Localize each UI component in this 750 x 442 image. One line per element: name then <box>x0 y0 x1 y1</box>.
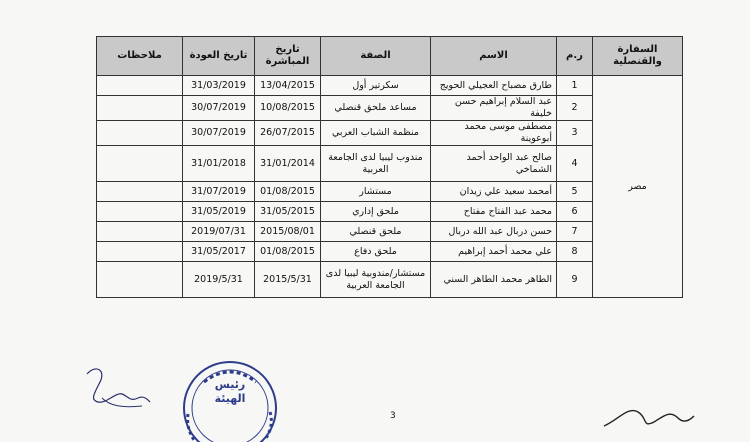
row-position: مساعد ملحق قنصلي <box>321 96 431 121</box>
row-num: 6 <box>557 202 593 222</box>
row-num: 7 <box>557 222 593 242</box>
table-header-row <box>97 37 683 76</box>
row-name: صالح عبد الواحد أحمد الشماخي <box>431 146 557 182</box>
row-return-date: 2019/07/31 <box>183 222 255 242</box>
row-start-date: 31/01/2014 <box>255 146 321 182</box>
row-num: 4 <box>557 146 593 182</box>
row-position: مندوب ليبيا لدى الجامعة العربية <box>321 146 431 182</box>
row-name: عبد السلام إبراهيم حسن خليفة <box>431 96 557 121</box>
row-notes <box>97 202 183 222</box>
table-row <box>97 76 683 96</box>
header-num: ر.م <box>557 37 593 76</box>
row-name: أمحمد سعيد علي زيدان <box>431 182 557 202</box>
row-notes <box>97 121 183 146</box>
row-num: 1 <box>557 76 593 96</box>
row-start-date: 13/04/2015 <box>255 76 321 96</box>
row-position: ملحق إداري <box>321 202 431 222</box>
row-return-date: 2019/5/31 <box>183 262 255 298</box>
row-return-date: 31/05/2019 <box>183 202 255 222</box>
signature-right <box>598 396 698 430</box>
header-position: الصفة <box>321 37 431 76</box>
row-num: 2 <box>557 96 593 121</box>
signature-left <box>82 362 152 412</box>
row-position: سكرتير أول <box>321 76 431 96</box>
row-start-date: 2015/5/31 <box>255 262 321 298</box>
row-name: طارق مصباح العجيلي الحويج <box>431 76 557 96</box>
row-return-date: 31/01/2018 <box>183 146 255 182</box>
row-return-date: 31/03/2019 <box>183 76 255 96</box>
row-return-date: 30/07/2019 <box>183 121 255 146</box>
embassy-cell: مصر <box>593 76 683 298</box>
row-name: مصطفى موسى محمد أبوعوينة <box>431 121 557 146</box>
row-notes <box>97 146 183 182</box>
staff-table <box>96 36 683 298</box>
row-notes <box>97 96 183 121</box>
row-num: 9 <box>557 262 593 298</box>
row-return-date: 30/07/2019 <box>183 96 255 121</box>
row-start-date: 01/08/2015 <box>255 242 321 262</box>
row-start-date: 31/05/2015 <box>255 202 321 222</box>
row-position: ملحق دفاع <box>321 242 431 262</box>
row-start-date: 26/07/2015 <box>255 121 321 146</box>
row-start-date: 2015/08/01 <box>255 222 321 242</box>
row-return-date: 31/05/2017 <box>183 242 255 262</box>
row-position: مستشار/مندوبية ليبيا لدى الجامعة العربية <box>321 262 431 298</box>
row-position: مستشار <box>321 182 431 202</box>
header-name: الاسم <box>431 37 557 76</box>
row-notes <box>97 182 183 202</box>
row-notes <box>97 262 183 298</box>
header-embassy: السفارة والقنصلية <box>593 37 683 76</box>
row-name: حسن دربال عبد الله دربال <box>431 222 557 242</box>
row-num: 5 <box>557 182 593 202</box>
header-start-date: تاريخ المباشرة <box>255 37 321 76</box>
row-position: منظمة الشباب العربي <box>321 121 431 146</box>
row-notes <box>97 222 183 242</box>
row-return-date: 31/07/2019 <box>183 182 255 202</box>
row-notes <box>97 242 183 262</box>
row-name: الطاهر محمد الطاهر السني <box>431 262 557 298</box>
row-num: 3 <box>557 121 593 146</box>
stamp-title: رئيس الهيئة <box>214 378 246 405</box>
row-name: محمد عبد الفتاح مفتاح <box>431 202 557 222</box>
row-position: ملحق قنصلي <box>321 222 431 242</box>
row-notes <box>97 76 183 96</box>
header-return-date: تاريخ العودة <box>183 37 255 76</box>
row-num: 8 <box>557 242 593 262</box>
header-notes: ملاحظات <box>97 37 183 76</box>
page-number: 3 <box>390 411 396 421</box>
row-start-date: 10/08/2015 <box>255 96 321 121</box>
row-start-date: 01/08/2015 <box>255 182 321 202</box>
row-name: علي محمد أحمد إبراهيم <box>431 242 557 262</box>
